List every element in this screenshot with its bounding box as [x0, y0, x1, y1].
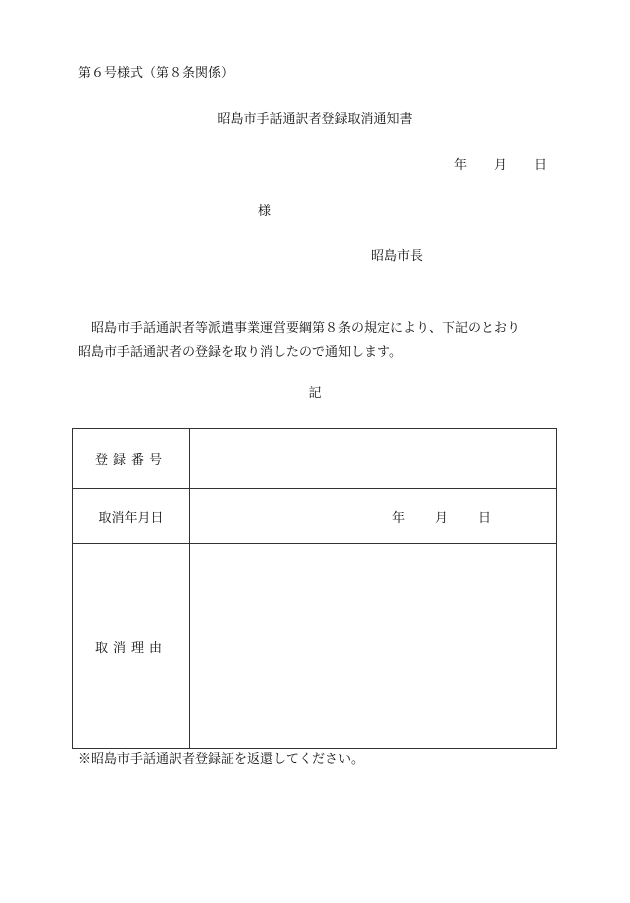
document-title: 昭島市手話通訳者登録取消通知書 — [217, 112, 413, 127]
cancel-date-row — [73, 489, 557, 544]
cancel-date-label: 取消年月日 — [73, 489, 190, 544]
registration-number-label: 登録番号 — [73, 429, 190, 489]
issue-date — [454, 158, 547, 174]
body-line-1: 昭島市手話通訳者等派遣事業運営要綱第８条の規定により、下記のとおり — [78, 321, 521, 336]
cancel-date-day: 日 — [478, 510, 492, 526]
registration-number-row — [73, 429, 557, 489]
issue-date-year: 年 — [454, 158, 468, 173]
cancel-reason-label: 取消理由 — [73, 544, 190, 749]
addressee-honorific: 様 — [258, 204, 272, 219]
footnote: ※昭島市手話通訳者登録証を返還してください。 — [78, 752, 365, 767]
body-text — [78, 317, 558, 365]
registration-number-field[interactable] — [190, 429, 557, 489]
cancel-reason-field[interactable] — [190, 544, 557, 749]
cancel-date-field[interactable] — [190, 489, 557, 544]
issue-date-day: 日 — [534, 158, 548, 173]
issue-date-month: 月 — [494, 158, 508, 173]
cancel-reason-row — [73, 544, 557, 749]
body-line-2: 昭島市手話通訳者の登録を取り消したので通知します。 — [78, 345, 402, 360]
cancel-date-year: 年 — [392, 510, 406, 526]
issuer-name: 昭島市長 — [371, 249, 424, 264]
cancel-date-month: 月 — [435, 510, 449, 526]
ki-heading: 記 — [308, 386, 322, 401]
record-table — [72, 428, 557, 749]
form-number: 第６号様式（第８条関係） — [78, 66, 235, 81]
